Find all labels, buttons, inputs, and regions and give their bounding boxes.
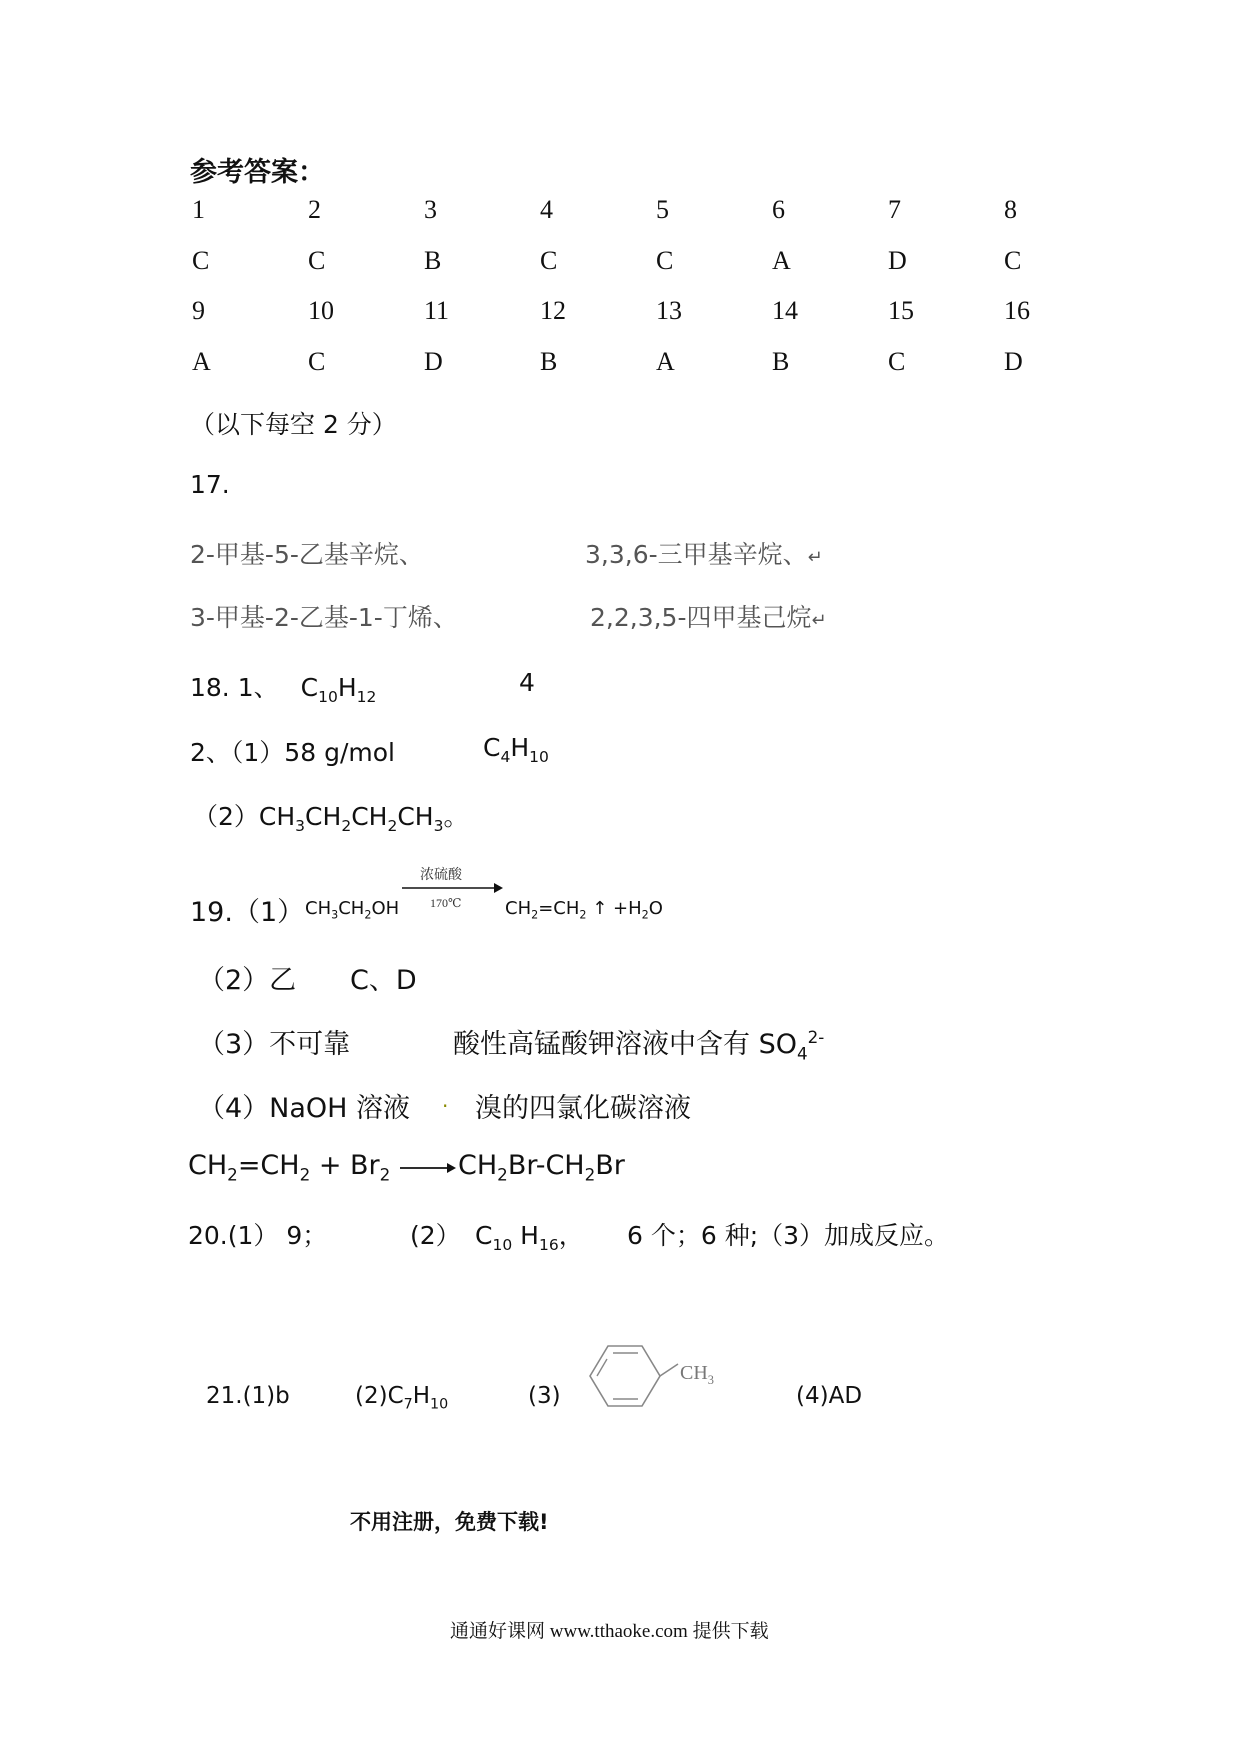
q19-part4-value: 溴的四氯化碳溶液: [475, 1093, 691, 1124]
answer-letter-cell: C: [1004, 245, 1022, 275]
question-number-cell: 1: [192, 195, 205, 225]
question-number-cell: 11: [424, 296, 450, 326]
q21-part2: $(2)C_7H_{10}$: [355, 1383, 449, 1413]
q21-part4: (4)AD: [796, 1383, 863, 1409]
q19-part3-value: 酸性高锰酸钾溶液中含有 $SO_4^{2-}$: [453, 1027, 825, 1064]
answer-letter-cell: C: [540, 245, 558, 275]
answer-letter-cell: A: [656, 346, 675, 376]
q18-value: 4: [519, 668, 535, 697]
q19-reactant: $CH_3CH_2OH$: [305, 898, 400, 922]
q20-formula: $C_{10}$ $H_{16}$，: [475, 1221, 584, 1254]
answer-letter-cell: D: [424, 346, 443, 376]
question-number-cell: 15: [888, 296, 914, 326]
q19-temperature: 170℃: [430, 896, 462, 910]
answer-letter-cell: C: [656, 245, 674, 275]
q17-answer-c: 3-甲基-2-乙基-1-丁烯、: [190, 603, 458, 632]
answer-letter-cell: A: [772, 245, 791, 275]
q20-part3: 6 个；6 种;（3）加成反应。: [627, 1221, 950, 1250]
q19-part4-dot: .: [442, 1088, 449, 1112]
answer-letter-cell: D: [1004, 346, 1023, 376]
answer-number-row: [192, 185, 1120, 236]
scoring-note: （以下每空 2 分）: [190, 410, 397, 439]
question-number-cell: 10: [308, 296, 334, 326]
answer-letter-row: [192, 337, 1120, 388]
question-number-cell: 14: [772, 296, 798, 326]
q17-answer-a: 2-甲基-5-乙基辛烷、: [190, 540, 424, 569]
q17-answer-d: 2,2,3,5-四甲基己烷↵: [590, 603, 827, 632]
q19-product: $CH_2=CH_2$ ↑ $+H_2O$: [505, 898, 663, 922]
q18-formula-1: $C_{10}H_{12}$: [300, 673, 377, 706]
answer-letter-cell: C: [192, 245, 210, 275]
q19-equation-arrow: [398, 1160, 458, 1176]
q19-part2-value: C、D: [350, 965, 417, 996]
answer-letter-row: [192, 236, 1120, 287]
q19-part4-label: （4）NaOH 溶液: [198, 1093, 411, 1124]
question-number-cell: 2: [308, 195, 321, 225]
q17-answer-b: 3,3,6-三甲基辛烷、↵: [585, 540, 823, 569]
q19-equation-right: $CH_2Br-CH_2Br$: [458, 1150, 625, 1185]
answer-number-row: [192, 286, 1120, 337]
answer-letter-cell: C: [308, 245, 326, 275]
q20-part1: 20.(1） 9；: [188, 1221, 328, 1250]
answer-letter-cell: C: [888, 346, 906, 376]
q18-line3: $(2)CH_3CH_2CH_2CH_3$。: [193, 802, 469, 835]
answer-letter-cell: B: [772, 346, 790, 376]
question-number-cell: 9: [192, 296, 205, 326]
toluene-ch3-label: $CH_3$: [680, 1362, 714, 1387]
question-number-cell: 6: [772, 195, 785, 225]
promo-text: 不用注册，免费下载!: [350, 1510, 549, 1534]
question-number-cell: 3: [424, 195, 437, 225]
question-number-cell: 13: [656, 296, 682, 326]
answer-letter-cell: B: [540, 346, 558, 376]
question-number-cell: 5: [656, 195, 669, 225]
q19-part3-label: （3）不可靠: [198, 1029, 351, 1060]
question-number-cell: 8: [1004, 195, 1017, 225]
q18-formula-2: $C_4H_{10}$: [483, 733, 549, 766]
answer-key-heading: 参考答案：: [190, 157, 325, 187]
q19-reaction-arrow: [400, 880, 504, 896]
q19-equation-left: $CH_2=CH_2 + Br_2$: [188, 1150, 391, 1185]
question-number-cell: 4: [540, 195, 553, 225]
answer-letter-cell: A: [192, 346, 211, 376]
q17-number: 17.: [190, 470, 230, 499]
q19-part2-label: （2）乙: [198, 965, 297, 996]
q19-catalyst: 浓硫酸: [420, 867, 462, 883]
answer-letter-cell: B: [424, 245, 442, 275]
answer-letter-cell: C: [308, 346, 326, 376]
toluene-structure-icon: [570, 1340, 680, 1412]
q18-line1: 18. 1、 $C_{10}H_{12}$: [190, 673, 377, 706]
answer-table: [192, 185, 1120, 387]
q18-line2: 2、（1）58 g/mol: [190, 738, 395, 767]
q19-part1-label: 19.（1）: [190, 897, 305, 928]
answer-letter-cell: D: [888, 245, 907, 275]
question-number-cell: 12: [540, 296, 566, 326]
question-number-cell: 7: [888, 195, 901, 225]
q21-part1: 21.(1)b: [206, 1383, 290, 1409]
question-number-cell: 16: [1004, 296, 1030, 326]
q20-part2-label: (2）: [410, 1221, 461, 1250]
q21-part3-label: (3): [528, 1383, 561, 1409]
footer-text: 通通好课网 www.tthaoke.com 提供下载: [450, 1621, 769, 1642]
